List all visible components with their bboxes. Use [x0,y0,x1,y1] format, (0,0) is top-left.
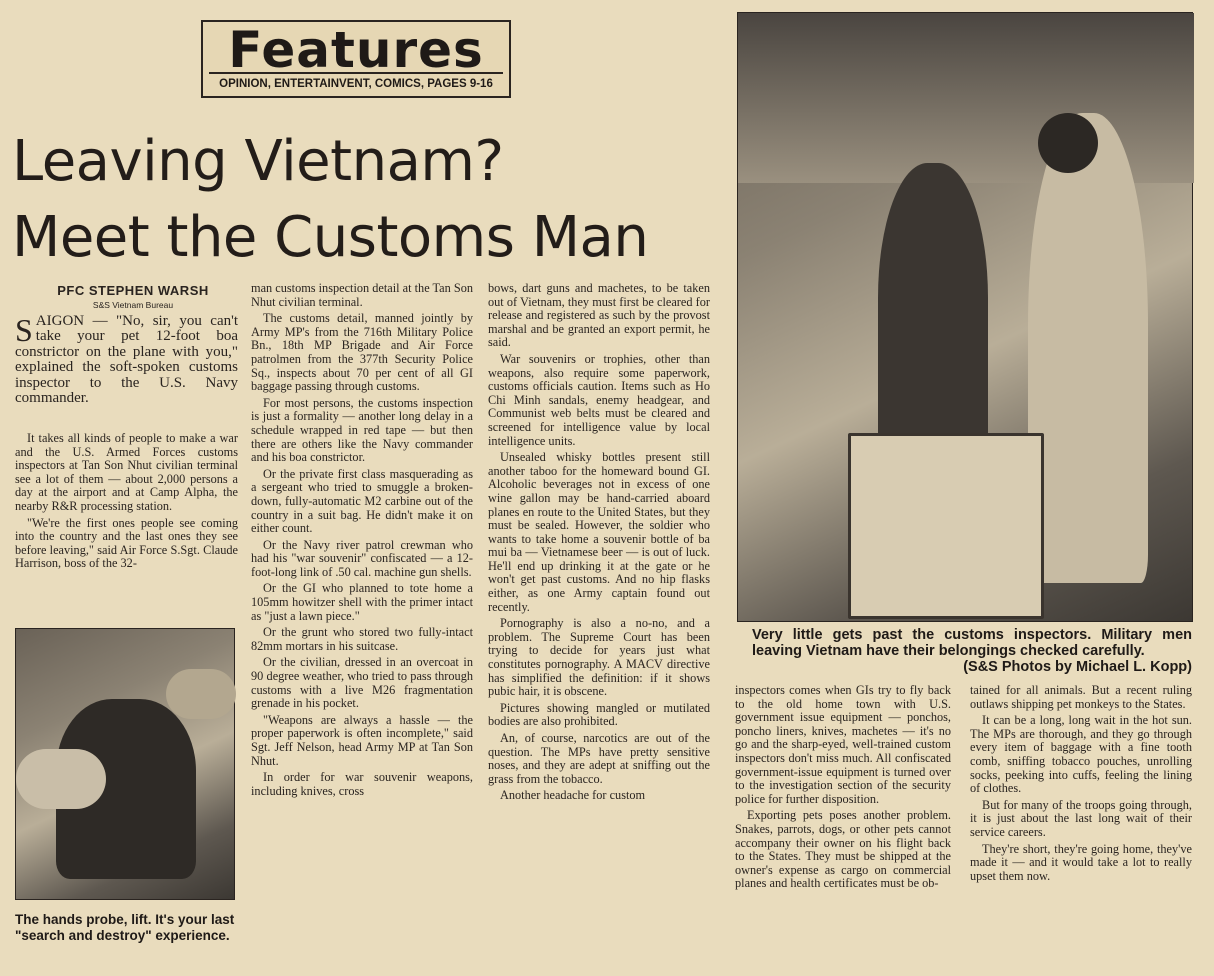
paragraph: It takes all kinds of people to make a war and the U.S. Armed Forces customs inspectors at Tan Son Nhut civilian terminal see a lot of them — about 2,000 persons a day at the airport and at Camp Alpha, the nearby R&R processing station. [15,431,238,513]
caption-right [752,627,1192,675]
paragraph: For most persons, the customs inspection is just a formality — another long delay in a schedule wrapped in red tape — but then there are others like the Navy commander and his boa constrictor. [251,395,473,465]
article-column-1 [15,432,238,620]
paragraph: Unsealed whisky bottles present still another taboo for the homeward bound GI. Alcoholic beverages not in excess of one wine gallon may be hand-carried aboard planes en route to the United States, but they must be sealed. However, the soldier who wants to take home a souvenir bottle of ba mui ba — Vietnamese beer — is out of luck. He'll end up drinking it at the gate or he won't get past customs. And no hip flasks either, as one Army captain found out recently. [488,450,710,614]
paragraph: bows, dart guns and machetes, to be taken out of Vietnam, they must first be cleared for release and registered as such by the provost marshal and be granted an export permit, he said. [488,281,710,350]
soldier-figure [878,163,988,463]
paragraph: Exporting pets poses another problem. Snakes, parrots, dogs, or other pets cannot accompany their owner on his flight back to the States. They must be shipped at the owner's expense as cargo on commercial planes and health certificates must be ob- [735,808,951,891]
inspector-figure [1028,113,1148,583]
byline-bureau: S&S Vietnam Bureau [92,300,174,310]
article-lede [15,312,238,407]
paragraph: Or the Navy river patrol crewman who had his "war souvenir" confiscated — a 12-foot-long link of .50 cal. machine gun shells. [251,537,473,579]
drop-cap: S [15,312,33,348]
hand-shape [16,749,106,809]
paragraph: War souvenirs or trophies, other than weapons, also require some paperwork, customs officials caution. Items such as Ho Chi Minh sandals, enemy headgear, and Communist web belts must be cleared and screened for intelligence value by local intelligence units. [488,351,710,448]
paragraph: man customs inspection detail at the Tan Son Nhut civilian terminal. [251,281,473,309]
paragraph: Or the civilian, dressed in an overcoat in 90 degree weather, who tried to pass through customs with a live M26 fragmentation grenade in his pocket. [251,655,473,711]
paragraph: They're short, they're going home, they've made it — and it would take a lot to really upset them now. [970,841,1192,883]
headline-line-2: Meet the Customs Man [12,205,649,270]
inspector-head [1038,113,1098,173]
article-column-2 [251,282,473,972]
byline-author: PFC STEPHEN WARSH [57,283,209,298]
open-box [848,433,1044,619]
features-subtitle: OPINION, ENTERTAINVENT, COMICS, PAGES 9-16 [209,72,503,94]
lede-text: AIGON — "No, sir, you can't take your pet 12-foot boa constrictor on the plane with you," explained the soft-spoken customs inspector to the U.S. Navy commander. [15,313,238,407]
features-title: Features [228,21,484,79]
features-masthead [201,20,511,98]
paragraph: The customs detail, manned jointly by Army MP's from the 716th Military Police Bn., 18th MP Brigade and Air Force patrolmen from the 377th Security Police Sq., inspects about 70 per cent of all GI baggage passing through customs. [251,311,473,394]
article-column-5 [970,684,1192,974]
paragraph: inspectors comes when GIs try to fly back to the old home town with U.S. government issue equipment — ponchos, poncho liners, knives, machetes — it's no go and the sharp-eyed, well-trained custom inspectors don't miss much. All confiscated government-issue equipment is turned over to the investigation section of the security police for further disposition. [735,683,951,806]
paragraph: Pictures showing mangled or mutilated bodies are also prohibited. [488,700,710,729]
paragraph: Another headache for custom [500,788,646,803]
article-column-3 [488,282,710,972]
caption-right-text: Very little gets past the customs inspectors. Military men leaving Vietnam have their belongings checked carefully. [752,627,1192,659]
paragraph: "We're the first ones people see coming into the country and the last ones they see before leaving," said Air Force S.Sgt. Claude Harrison, boss of the 32- [15,515,238,571]
paragraph: It can be a long, long wait in the hot sun. The MPs are thorough, and they go through every item of baggage with a fine tooth comb, sniffing tobacco pouches, unrolling socks, peeking into cuffs, feeling the lining of clothes. [970,713,1192,796]
paragraph: In order for war souvenir weapons, including knives, cross [251,770,473,798]
headline-line-1: Leaving Vietnam? [12,129,504,194]
paragraph: tained for all animals. But a recent ruling outlaws shipping pet monkeys to the States. [970,683,1192,711]
paragraph: Pornography is also a no-no, and a problem. The Supreme Court has been trying to decide for years just what constitutes pornography. A MACV directive has simplified the definition: if it shows pubic hair, it is obscene. [488,616,710,699]
photo-credit: (S&S Photos by Michael L. Kopp) [963,659,1192,675]
photo-customs-inspection [737,12,1193,622]
paragraph: Or the private first class masquerading as a sergeant who tried to smuggle a broken-down, fully-automatic M2 carbine out of the country in a suit bag. He didn't make it on either count. [251,466,473,536]
paragraph: Or the grunt who stored two fully-intact 82mm mortars in his suitcase. [251,625,473,653]
article-column-4 [735,684,951,974]
paragraph: "Weapons are always a hassle — the proper paperwork is often incomplete," said Sgt. Jeff Nelson, head Army MP at Tan Son Nhut. [251,712,473,768]
paragraph: But for many of the troops going through, it is just about the last long wait of their service careers. [970,797,1192,839]
photo-hands-probe [15,628,235,900]
paragraph: An, of course, narcotics are out of the question. The MPs have pretty sensitive noses, and they are adept at sniffing out the grass from the tobacco. [488,731,710,786]
paragraph: Or the GI who planned to tote home a 105mm howitzer shell with the primer intact as "just a lawn piece." [251,581,473,623]
caption-left: The hands probe, lift. It's your last "search and destroy" experience. [15,912,235,943]
hand-shape [166,669,236,719]
